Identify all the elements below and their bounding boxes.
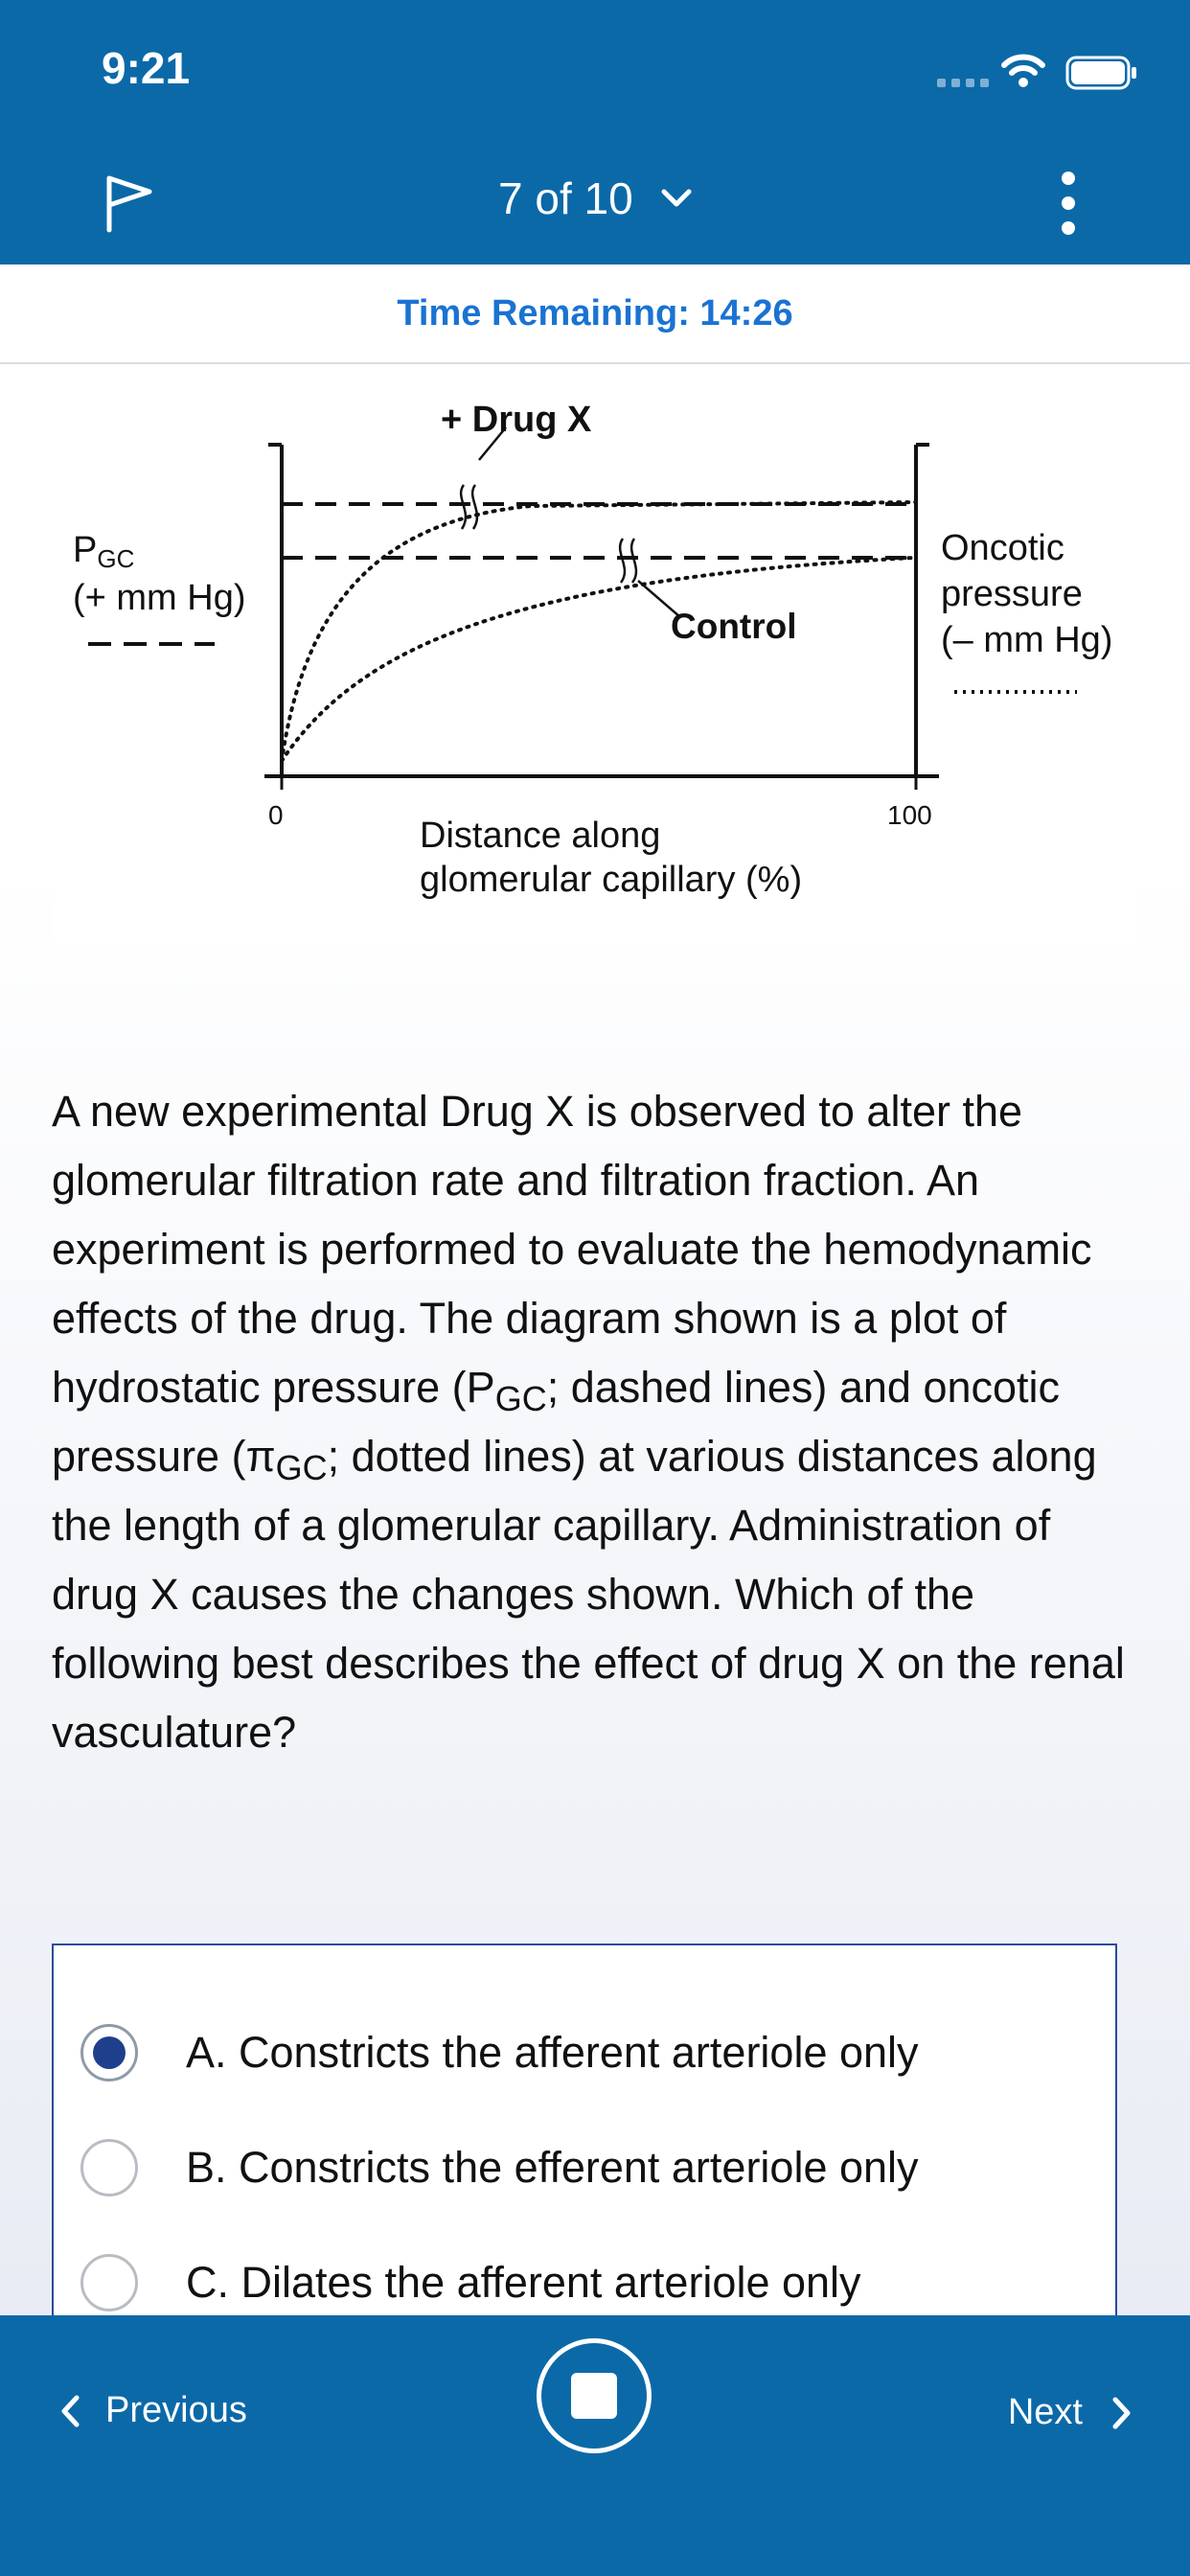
previous-label: Previous [105,2390,247,2430]
right-axis-label-3: (– mm Hg) [941,620,1113,660]
left-axis-unit: (+ mm Hg) [73,578,246,618]
bottom-nav-bar [0,2315,1190,2576]
question-subscript-1: GC [494,1379,547,1418]
question-subscript-2: GC [275,1448,328,1487]
left-axis-subscript: GC [97,544,135,573]
question-text-part-1: A new experimental Drug X is observed to alter the glomerular filtration rate and filtration fraction. An experiment is performed to evaluate the hemodynamic effects of the drug. The diagram shown is a plot of hydrostatic pressure (P [52,1087,1092,1412]
flag-icon[interactable] [103,172,157,234]
battery-icon [1065,56,1138,90]
answer-label-c: C. Dilates the afferent arteriole only [186,2258,861,2307]
top-bar [0,0,1190,264]
previous-button[interactable] [59,2390,247,2431]
more-options-icon[interactable] [1054,169,1083,238]
right-axis-label-1: Oncotic [941,528,1064,568]
radio-selected-icon[interactable] [80,2024,138,2082]
chevron-down-icon [660,188,693,209]
x-axis-label-1: Distance along [420,816,661,856]
cellular-signal-icon [937,79,989,87]
x-axis-label-2: glomerular capillary (%) [420,860,803,900]
next-label: Next [1007,2392,1083,2432]
question-text-part-3: ; dotted lines) at various distances along the length of a glomerular capillary. Administration of drug X causes the changes shown. Which of the following best describes the effect of drug X on the renal vasculature? [52,1432,1125,1757]
answer-option-a[interactable] [54,2005,1115,2101]
question-figure [52,368,1138,943]
svg-text:PGC [73,530,134,573]
answer-options [52,1944,1117,2327]
chevron-right-icon [1111,2396,1133,2430]
question-position-label: 7 of 10 [498,173,633,223]
x-tick-0: 0 [268,800,284,830]
answer-label-b: B. Constricts the efferent arteriole only [186,2143,919,2192]
answer-label-a: A. Constricts the afferent arteriole only [186,2028,919,2077]
time-remaining: Time Remaining: 14:26 [397,292,793,334]
wifi-icon [1000,52,1046,90]
radio-unselected-icon[interactable] [80,2139,138,2196]
drug-x-label: + Drug X [441,400,592,440]
answer-option-b[interactable] [54,2120,1115,2216]
pressure-diagram [52,368,1138,943]
status-time: 9:21 [102,43,191,93]
question-position-dropdown[interactable] [498,172,693,224]
timer-bar [0,264,1190,364]
left-axis-label: P [73,530,98,570]
right-axis-label-2: pressure [941,574,1083,614]
next-button[interactable] [1008,2392,1133,2433]
x-tick-100: 100 [887,800,932,830]
control-label: Control [671,607,797,646]
stop-button[interactable] [537,2338,652,2453]
question-text-part-2: ; dashed lines) and oncotic pressure (π [52,1363,1061,1481]
question-text [52,1077,1144,1767]
radio-unselected-icon[interactable] [80,2254,138,2312]
chevron-left-icon [59,2394,80,2428]
